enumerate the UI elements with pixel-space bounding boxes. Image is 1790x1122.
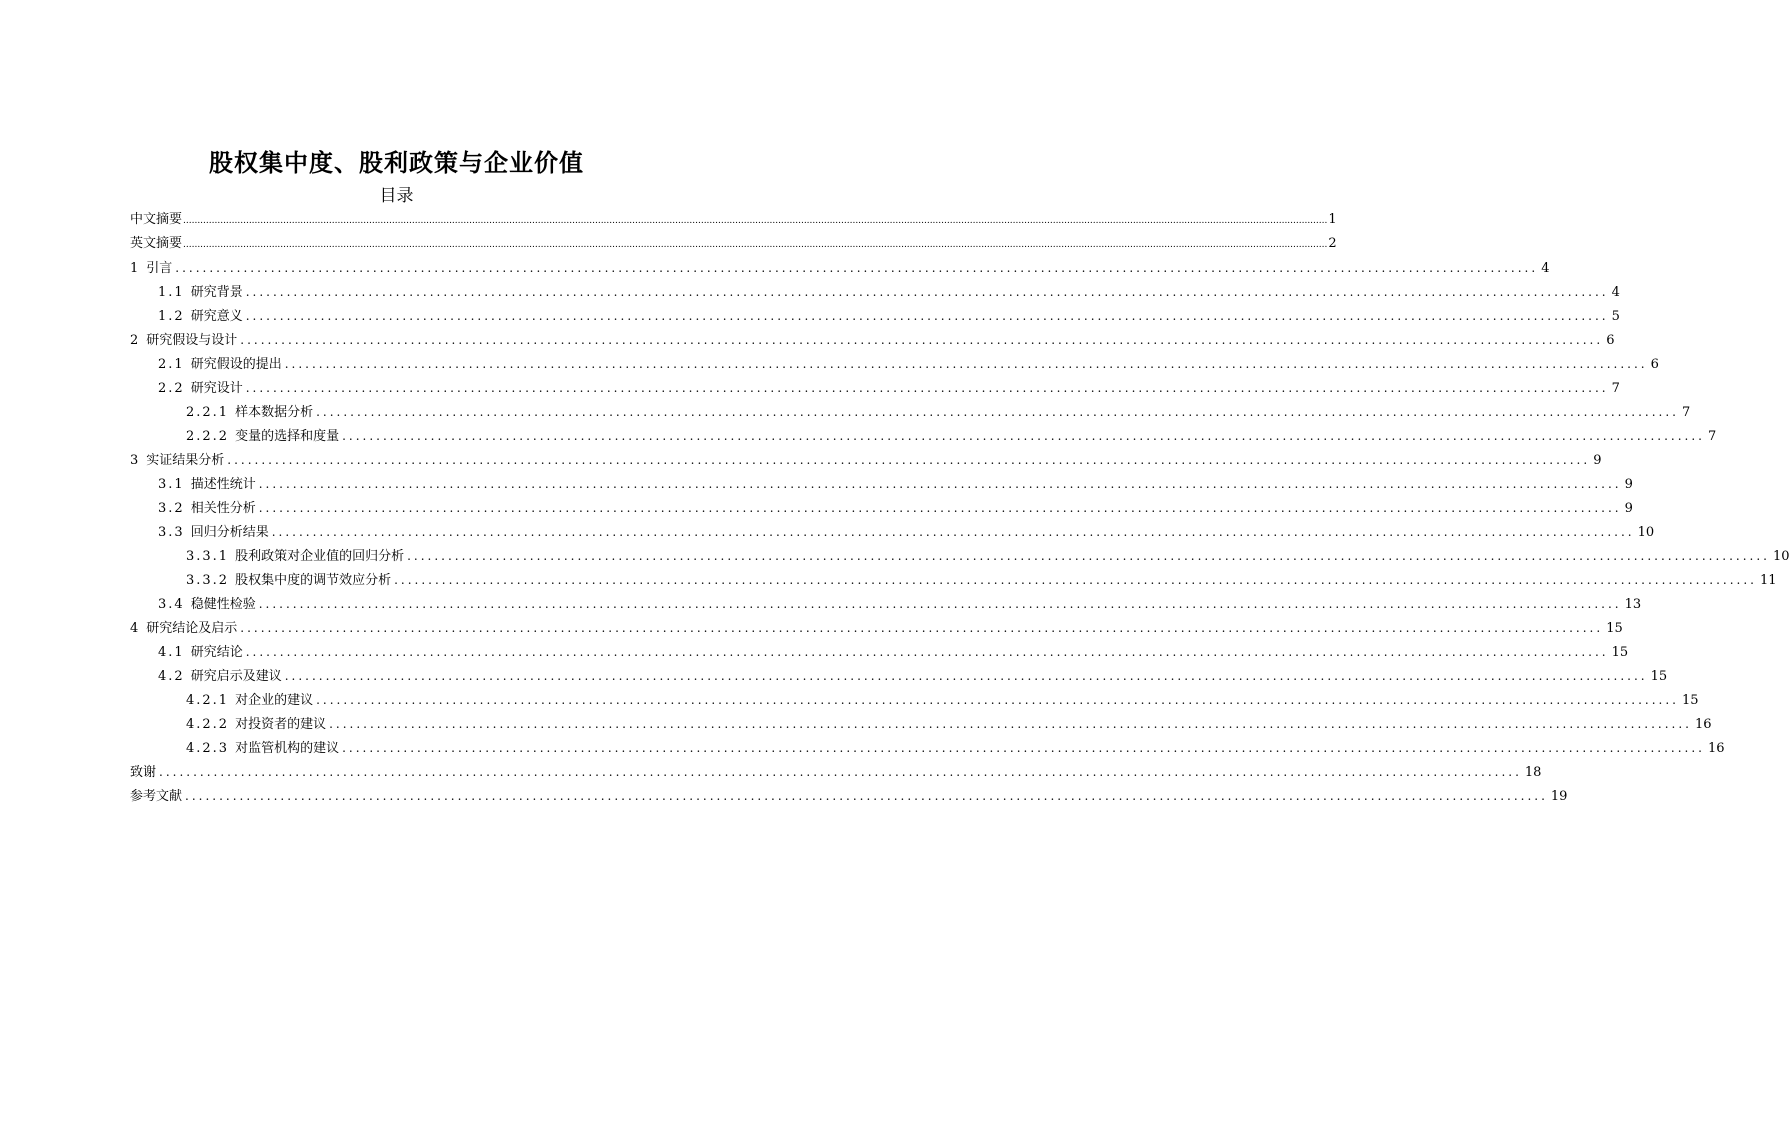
toc-page-number: 6 bbox=[1650, 357, 1659, 372]
toc-entry-text bbox=[130, 617, 237, 641]
toc-entry-label: 引言 bbox=[146, 261, 173, 276]
toc-dot-leader: ........................................................................................................................................................................................................ bbox=[284, 669, 1648, 683]
toc-entry-label: 股权集中度的调节效应分析 bbox=[235, 573, 392, 588]
toc-entry-label: 研究背景 bbox=[190, 285, 243, 300]
toc-entry-label: 相关性分析 bbox=[190, 501, 256, 516]
toc-entry-text bbox=[158, 497, 256, 521]
toc-entry[interactable] bbox=[130, 712, 1712, 736]
toc-entry-label: 致谢 bbox=[130, 765, 157, 780]
toc-entry-label: 对监管机构的建议 bbox=[235, 741, 340, 756]
toc-entry-label: 对企业的建议 bbox=[235, 693, 314, 708]
toc-page-number: 9 bbox=[1593, 453, 1602, 468]
toc-entry-text bbox=[158, 641, 243, 665]
toc-entry-text bbox=[158, 377, 243, 401]
toc-dot-leader: ................................................................................................................................................................................................................................................................................................................................................................................................................ bbox=[183, 216, 1328, 226]
toc-entry-text bbox=[186, 689, 313, 713]
toc-entry-number: 3.2 bbox=[158, 501, 185, 516]
toc-entry-number: 3 bbox=[130, 453, 141, 468]
toc-dot-leader: ........................................................................................................................................................................................................ bbox=[159, 765, 1522, 779]
toc-entry-text bbox=[158, 305, 243, 329]
toc-dot-leader: ........................................................................................................................................................................................................ bbox=[316, 405, 1679, 419]
toc-entry-text bbox=[186, 737, 339, 761]
toc-dot-leader: ........................................................................................................................................................................................................ bbox=[342, 429, 1705, 443]
toc-entry-number: 4.1 bbox=[158, 645, 185, 660]
toc-entry[interactable] bbox=[130, 352, 1659, 376]
toc-dot-leader: ................................................................................................................................................................................................................................................................................................................................................................................................................ bbox=[183, 240, 1328, 250]
toc-entry-label: 回归分析结果 bbox=[190, 525, 269, 540]
toc-page-number: 15 bbox=[1611, 645, 1629, 660]
toc-entry-number: 2.2 bbox=[158, 381, 185, 396]
toc-dot-leader: ........................................................................................................................................................................................................ bbox=[245, 309, 1609, 323]
toc-entry[interactable] bbox=[130, 256, 1550, 280]
toc-entry[interactable] bbox=[130, 568, 1777, 592]
toc-page-number: 4 bbox=[1611, 285, 1620, 300]
toc-heading: 目录 bbox=[379, 186, 414, 206]
toc-entry-text bbox=[130, 257, 172, 281]
toc-entry[interactable] bbox=[130, 544, 1790, 568]
toc-page-number: 4 bbox=[1541, 261, 1550, 276]
toc-entry-text bbox=[158, 473, 256, 497]
toc-page-number: 1 bbox=[1328, 212, 1337, 227]
toc-entry-label: 中文摘要 bbox=[130, 212, 183, 227]
toc-page-number: 7 bbox=[1707, 429, 1717, 444]
toc-entry-label: 研究假设与设计 bbox=[146, 333, 238, 348]
toc-entry[interactable] bbox=[130, 760, 1542, 784]
toc-dot-leader: ........................................................................................................................................................................................................ bbox=[245, 285, 1609, 299]
toc-entry[interactable] bbox=[130, 592, 1642, 616]
toc-dot-leader: ........................................................................................................................................................................................................ bbox=[316, 693, 1679, 707]
toc-dot-leader: ........................................................................................................................................................................................................ bbox=[245, 645, 1609, 659]
toc-dot-leader: ........................................................................................................................................................................................................ bbox=[394, 573, 1757, 587]
toc-entry-text bbox=[158, 521, 269, 545]
toc-entry-number: 4 bbox=[130, 621, 141, 636]
toc-entry-text bbox=[186, 569, 391, 593]
toc-entry[interactable] bbox=[130, 640, 1629, 664]
document-title: 股权集中度、股利政策与企业价值 bbox=[209, 148, 584, 177]
toc-entry-text bbox=[158, 281, 243, 305]
toc-entry-label: 研究假设的提出 bbox=[190, 357, 282, 372]
toc-page-number: 6 bbox=[1606, 333, 1615, 348]
toc-dot-leader: ........................................................................................................................................................................................................ bbox=[329, 717, 1692, 731]
toc-entry-text bbox=[130, 208, 182, 232]
toc-entry-text bbox=[130, 329, 237, 353]
toc-dot-leader: ........................................................................................................................................................................................................ bbox=[227, 453, 1591, 467]
toc-entry-number: 2.2.2 bbox=[186, 429, 230, 444]
toc-entry-text bbox=[130, 785, 182, 809]
toc-entry-number: 1 bbox=[130, 261, 141, 276]
toc-entry-number: 1.1 bbox=[158, 285, 185, 300]
toc-page-number: 16 bbox=[1694, 717, 1712, 732]
toc-entry-label: 研究启示及建议 bbox=[190, 669, 282, 684]
toc-entry-label: 变量的选择和度量 bbox=[235, 429, 340, 444]
toc-entry-text bbox=[186, 545, 404, 569]
toc-entry-number: 1.2 bbox=[158, 309, 185, 324]
toc-page-number: 7 bbox=[1681, 405, 1691, 420]
toc-entry-label: 研究结论及启示 bbox=[146, 621, 238, 636]
toc-entry[interactable] bbox=[130, 448, 1602, 472]
toc-entry-number: 3.3.1 bbox=[186, 549, 230, 564]
toc-entry-label: 描述性统计 bbox=[190, 477, 256, 492]
toc-entry-label: 研究设计 bbox=[190, 381, 243, 396]
toc-dot-leader: ........................................................................................................................................................................................................ bbox=[185, 789, 1548, 803]
toc-dot-leader: ........................................................................................................................................................................................................ bbox=[284, 357, 1648, 371]
toc-entry[interactable] bbox=[130, 208, 1337, 232]
toc-entry-text bbox=[158, 353, 282, 377]
toc-entry-text bbox=[186, 401, 313, 425]
toc-entry-text bbox=[130, 761, 156, 785]
toc-dot-leader: ........................................................................................................................................................................................................ bbox=[258, 597, 1622, 611]
toc-entry[interactable] bbox=[130, 736, 1725, 760]
toc-page-number: 10 bbox=[1637, 525, 1655, 540]
toc-page-number: 11 bbox=[1759, 573, 1777, 588]
toc-page-number: 15 bbox=[1650, 669, 1668, 684]
toc-entry-number: 3.3 bbox=[158, 525, 185, 540]
toc-page-number: 2 bbox=[1328, 236, 1337, 251]
toc-page-number: 19 bbox=[1550, 789, 1568, 804]
toc-entry-number: 2.1 bbox=[158, 357, 185, 372]
toc-entry-label: 研究结论 bbox=[190, 645, 243, 660]
toc-entry-text bbox=[130, 449, 224, 473]
toc-entry-label: 实证结果分析 bbox=[146, 453, 225, 468]
toc-page-number: 16 bbox=[1707, 741, 1725, 756]
toc-entry-text bbox=[158, 593, 256, 617]
toc-dot-leader: ........................................................................................................................................................................................................ bbox=[258, 501, 1622, 515]
toc-entry-number: 4.2.3 bbox=[186, 741, 230, 756]
toc-dot-leader: ........................................................................................................................................................................................................ bbox=[271, 525, 1635, 539]
toc-entry-label: 对投资者的建议 bbox=[235, 717, 327, 732]
toc-entry-label: 稳健性检验 bbox=[190, 597, 256, 612]
toc-page-number: 15 bbox=[1606, 621, 1623, 636]
toc-entry[interactable] bbox=[130, 424, 1717, 448]
toc-entry-label: 股利政策对企业值的回归分析 bbox=[235, 549, 405, 564]
toc-entry[interactable] bbox=[130, 784, 1568, 808]
toc-entry-label: 样本数据分析 bbox=[235, 405, 314, 420]
toc-entry-number: 3.3.2 bbox=[186, 573, 230, 588]
toc-entry[interactable] bbox=[130, 688, 1699, 712]
toc-entry-text bbox=[158, 665, 282, 689]
toc-entry[interactable] bbox=[130, 616, 1623, 640]
toc-entry[interactable] bbox=[130, 304, 1620, 328]
toc-dot-leader: ........................................................................................................................................................................................................ bbox=[342, 741, 1705, 755]
toc-entry[interactable] bbox=[130, 376, 1620, 400]
toc-dot-leader: ........................................................................................................................................................................................................ bbox=[240, 621, 1604, 635]
toc-page-number: 10 bbox=[1772, 549, 1790, 564]
toc-entry-number: 3.1 bbox=[158, 477, 185, 492]
toc-dot-leader: ........................................................................................................................................................................................................ bbox=[175, 261, 1539, 275]
toc-page-number: 9 bbox=[1624, 501, 1633, 516]
toc-dot-leader: ........................................................................................................................................................................................................ bbox=[258, 477, 1622, 491]
toc-entry-text bbox=[130, 232, 182, 256]
toc-page-number: 18 bbox=[1524, 765, 1542, 780]
toc-entry[interactable] bbox=[130, 520, 1655, 544]
toc-page-number: 7 bbox=[1611, 381, 1620, 396]
toc-entry[interactable] bbox=[130, 472, 1633, 496]
toc-page-number: 5 bbox=[1611, 309, 1620, 324]
table-of-contents bbox=[130, 208, 1790, 808]
toc-entry-number: 2 bbox=[130, 333, 141, 348]
toc-dot-leader: ........................................................................................................................................................................................................ bbox=[245, 381, 1609, 395]
toc-entry-number: 2.2.1 bbox=[186, 405, 230, 420]
toc-entry-label: 参考文献 bbox=[130, 789, 183, 804]
toc-entry-label: 英文摘要 bbox=[130, 236, 183, 251]
toc-entry[interactable] bbox=[130, 328, 1615, 352]
toc-dot-leader: ........................................................................................................................................................................................................ bbox=[407, 549, 1770, 563]
toc-entry-number: 4.2.2 bbox=[186, 717, 230, 732]
toc-entry-text bbox=[186, 425, 339, 449]
toc-entry-text bbox=[186, 713, 326, 737]
toc-entry[interactable] bbox=[130, 664, 1668, 688]
toc-page-number: 9 bbox=[1624, 477, 1633, 492]
toc-entry-number: 4.2.1 bbox=[186, 693, 230, 708]
toc-entry[interactable] bbox=[130, 280, 1620, 304]
toc-page-number: 15 bbox=[1681, 693, 1699, 708]
toc-entry[interactable] bbox=[130, 400, 1691, 424]
toc-entry[interactable] bbox=[130, 232, 1337, 256]
toc-page-number: 13 bbox=[1624, 597, 1642, 612]
toc-dot-leader: ........................................................................................................................................................................................................ bbox=[240, 333, 1604, 347]
toc-entry-number: 3.4 bbox=[158, 597, 185, 612]
toc-entry-number: 4.2 bbox=[158, 669, 185, 684]
toc-entry-label: 研究意义 bbox=[190, 309, 243, 324]
toc-entry[interactable] bbox=[130, 496, 1633, 520]
